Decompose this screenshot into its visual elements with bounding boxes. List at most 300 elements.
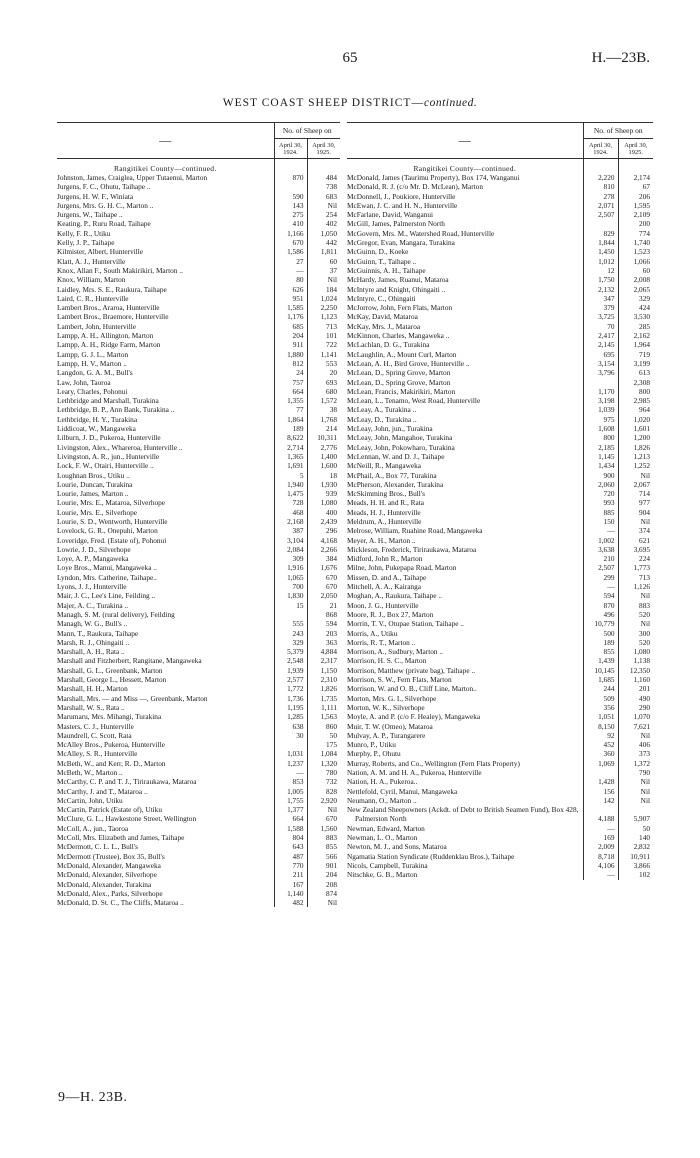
owner-cell: McDermott, C. L. L., Bull's <box>57 842 138 852</box>
district-title <box>0 97 700 109</box>
table-row <box>347 573 653 582</box>
sheep-1925-cell: 1,523 <box>618 247 653 256</box>
owner-cell: McNeill, R., Mangaweka <box>347 461 421 471</box>
sheep-1925-cell: 200 <box>618 219 653 228</box>
sheep-1924-cell: 1,939 <box>274 666 307 675</box>
owner-cell: McJorrow, John, Fern Flats, Marton <box>347 303 453 313</box>
owner-cell: McGill, James, Palmerston North <box>347 219 445 229</box>
sheep-1925-cell: 964 <box>618 405 653 414</box>
table-row <box>57 480 340 489</box>
sheep-1925-cell: 290 <box>618 703 653 712</box>
sheep-1924-cell: 169 <box>583 833 618 842</box>
district-name: WEST COAST SHEEP DISTRICT— <box>222 97 424 109</box>
table-row <box>57 415 340 424</box>
table-row <box>57 740 340 749</box>
table-row <box>347 870 653 879</box>
sheep-1924-cell: 356 <box>583 703 618 712</box>
sheep-1924-cell: 626 <box>274 285 307 294</box>
sheep-1925-cell: 904 <box>618 508 653 517</box>
table-row <box>57 638 340 647</box>
sheep-1924-cell: 1,450 <box>583 247 618 256</box>
sheep-1925-cell: 1,773 <box>618 563 653 572</box>
owner-cell: Meads, H. J., Hunterville <box>347 507 421 517</box>
sheep-1925-cell: 977 <box>618 498 653 507</box>
sheep-1925-cell: 860 <box>307 722 340 731</box>
sheep-1924-cell: 278 <box>583 192 618 201</box>
sheep-1925-cell: 1,740 <box>618 238 653 247</box>
owner-cell: McAlley Bros., Pukeroa, Hunterville <box>57 740 165 750</box>
sheep-1924-cell: 695 <box>583 350 618 359</box>
table-row <box>347 852 653 861</box>
sheep-1924-cell: 210 <box>583 554 618 563</box>
sheep-1924-cell: 410 <box>274 219 307 228</box>
table-row <box>347 805 653 824</box>
table-row <box>347 675 653 684</box>
table-row <box>57 787 340 796</box>
table-row <box>57 880 340 889</box>
owner-cell: Lethbridge, H. Y., Turakina <box>57 414 138 424</box>
sheep-1925-cell: 713 <box>307 322 340 331</box>
table-row <box>347 759 653 768</box>
table-row <box>347 303 653 312</box>
sheep-1924-cell: 810 <box>583 182 618 191</box>
sheep-1925-cell: 1,601 <box>618 424 653 433</box>
owner-cell: Meldrum, A., Hunterville <box>347 516 422 526</box>
sheep-1925-cell: 670 <box>307 573 340 582</box>
name-column-header: — <box>57 123 274 159</box>
sheep-1924-cell: 1,772 <box>274 684 307 693</box>
table-row <box>57 461 340 470</box>
owner-cell: McIntyre and Knight, Ohingaiti .. <box>347 284 446 294</box>
owner-cell: Lambert Bros., Braemore, Hunterville <box>57 312 169 322</box>
sheep-1925-cell: 3,199 <box>618 359 653 368</box>
owner-cell: Nicols, Campbell, Turakina <box>347 860 428 870</box>
table-row <box>57 619 340 628</box>
sheep-1925-cell: 1,400 <box>307 452 340 461</box>
owner-cell: Marshall, George L., Hessett, Marton <box>57 675 167 685</box>
table-row <box>347 629 653 638</box>
sheep-1924-cell: 1,355 <box>274 396 307 405</box>
table-row <box>347 656 653 665</box>
owner-cell: McColl, A., jun., Taoroa <box>57 823 129 833</box>
owner-cell: Nation, H. A., Pukeroa.. <box>347 777 418 787</box>
sheep-count-header: No. of Sheep on <box>583 123 653 139</box>
sheep-1924-cell: 5 <box>274 471 307 480</box>
sheep-1925-cell: 2,050 <box>307 591 340 600</box>
table-row <box>57 378 340 387</box>
owner-cell: McDonald, James (Taurimu Property), Box 174, Wanganui <box>347 173 520 182</box>
owner-cell: New Zealand Sheepowners (Ackdt. of Debt to British Seamen Fund), Box 428, Palmerston North <box>347 805 579 824</box>
sheep-1925-cell: Nil <box>618 471 653 480</box>
sheep-1925-cell: 102 <box>618 870 653 879</box>
table-row <box>57 712 340 721</box>
table-row <box>347 210 653 219</box>
sheep-1925-cell: 1,111 <box>307 703 340 712</box>
owner-cell: Morrison, H. S. C., Marton <box>347 656 427 666</box>
year-1924-header: April 30, 1924. <box>583 139 618 159</box>
table-row <box>57 536 340 545</box>
sheep-1925-cell: 1,080 <box>307 498 340 507</box>
table-row <box>347 712 653 721</box>
owner-cell: Nation, A. M. and H. A., Pukeroa, Hunterville <box>347 768 482 777</box>
owner-cell: Ngamatia Station Syndicate (Ruddenklau Bros.), Taihape <box>347 851 515 861</box>
sheep-1924-cell: 143 <box>274 201 307 210</box>
table-row <box>57 833 340 842</box>
table-row <box>57 275 340 284</box>
owner-cell: Meyer, A. H., Marton .. <box>347 535 416 545</box>
sheep-1924-cell: 1,176 <box>274 312 307 321</box>
owner-cell: Moore, R. J., Box 27, Marton <box>347 609 434 619</box>
sheep-1925-cell: 1,126 <box>618 582 653 591</box>
sheep-1924-cell <box>583 378 618 387</box>
table-row <box>57 694 340 703</box>
table-row <box>347 545 653 554</box>
sheep-1924-cell <box>583 768 618 777</box>
owner-cell: Mann, T., Raukura, Taihape <box>57 628 139 638</box>
sheep-1924-cell: 664 <box>274 387 307 396</box>
owner-cell: Lampp, G. J. L., Marton <box>57 349 129 359</box>
sheep-1925-cell: 18 <box>307 471 340 480</box>
sheep-1924-cell: 1,065 <box>274 573 307 582</box>
sheep-1924-cell: 757 <box>274 378 307 387</box>
owner-cell: McDonald, Alexander, Turakina <box>57 879 152 889</box>
owner-cell: Knox, Allan F., South Makirikiri, Marton .. <box>57 265 183 275</box>
sheep-1924-cell: 1,031 <box>274 749 307 758</box>
sheep-1924-cell: 10,779 <box>583 619 618 628</box>
owner-cell: McCartin, Patrick (Estate of), Utiku <box>57 805 162 815</box>
table-row <box>347 266 653 275</box>
owner-cell: Lourie, S. D., Wentworth, Hunterville <box>57 516 168 526</box>
table-row <box>347 294 653 303</box>
sheep-1925-cell: 184 <box>307 285 340 294</box>
sheep-1925-cell: 1,080 <box>618 647 653 656</box>
sheep-1925-cell: 874 <box>307 889 340 898</box>
table-row <box>57 340 340 349</box>
sheep-1924-cell: 1,012 <box>583 257 618 266</box>
owner-cell: Marshall and Fitzherbert, Rangitane, Mangaweka <box>57 656 202 666</box>
table-row <box>347 443 653 452</box>
sheep-1925-cell: 680 <box>307 387 340 396</box>
sheep-1924-cell: 12 <box>583 266 618 275</box>
sheep-1924-cell: 1,880 <box>274 350 307 359</box>
year-1925-header: April 30, 1925. <box>307 139 340 159</box>
owner-cell: Johnston, James, Craiglea, Upper Tutaenui, Marton <box>57 173 208 182</box>
sheep-1925-cell: 2,162 <box>618 331 653 340</box>
sheep-1925-cell: 484 <box>307 173 340 182</box>
sheep-1925-cell: 1,066 <box>618 257 653 266</box>
sheep-1925-cell: 2,985 <box>618 396 653 405</box>
sheep-1924-cell: 309 <box>274 554 307 563</box>
sheep-1924-cell: 670 <box>274 238 307 247</box>
sheep-1924-cell: 211 <box>274 870 307 879</box>
sheep-1924-cell: 1,916 <box>274 563 307 572</box>
owner-cell: Moyle, A. and P. (c/o F. Healey), Mangaweka <box>347 712 481 722</box>
sheep-1925-cell: 402 <box>307 219 340 228</box>
sheep-1925-cell: 594 <box>307 619 340 628</box>
owner-cell: McDonald, D. St. C., The Cliffs, Mataroa .. <box>57 898 184 908</box>
table-row <box>57 722 340 731</box>
sheep-1924-cell: 487 <box>274 852 307 861</box>
table-row <box>57 526 340 535</box>
sheep-1925-cell: 1,560 <box>307 824 340 833</box>
owner-cell: McLeay, John, Mangahoe, Turakina <box>347 433 453 443</box>
table-row <box>347 238 653 247</box>
sheep-1924-cell: 299 <box>583 573 618 582</box>
owner-cell: McDonald, Alexander, Mangaweka <box>57 860 161 870</box>
sheep-1925-cell: 1,150 <box>307 666 340 675</box>
sheep-1925-cell: 203 <box>307 629 340 638</box>
table-row <box>347 536 653 545</box>
table-row <box>57 257 340 266</box>
sheep-1924-cell: 1,685 <box>583 675 618 684</box>
sheep-1925-cell: Nil <box>307 275 340 284</box>
year-1924-header: April 30, 1924. <box>274 139 307 159</box>
owner-cell: McLean, A. H., Bird Grove, Hunterville .. <box>347 358 470 368</box>
sheep-1924-cell: — <box>583 870 618 879</box>
table-row <box>347 340 653 349</box>
sheep-1925-cell: 10,911 <box>618 852 653 861</box>
sheep-1925-cell: 520 <box>618 638 653 647</box>
sheep-1925-cell: Nil <box>307 805 340 814</box>
sheep-1925-cell: 1,930 <box>307 480 340 489</box>
table-row <box>347 471 653 480</box>
sheep-1924-cell: 2,417 <box>583 331 618 340</box>
owner-cell: Marshall, G. L., Greenbank, Marton <box>57 665 163 675</box>
owner-cell: McLennan, W. and D. J., Taihape <box>347 451 445 461</box>
sheep-1925-cell: 175 <box>307 740 340 749</box>
sheep-1925-cell: 2,317 <box>307 656 340 665</box>
table-row <box>57 350 340 359</box>
table-row <box>347 554 653 563</box>
owner-cell: Morrin, T. V., Otupae Station, Taihape .. <box>347 619 464 629</box>
table-row <box>57 387 340 396</box>
owner-cell: Lampp, A. H., Allington, Marton <box>57 331 154 341</box>
table-row <box>347 796 653 805</box>
owner-cell: McCarthy, J. and T., Mataroa .. <box>57 786 148 796</box>
owner-cell: McDonald, Alexander, Silverhope <box>57 870 157 880</box>
owner-cell: Neumann, O., Marton .. <box>347 795 417 805</box>
owner-cell: Marshall, A. H., Rata .. <box>57 647 125 657</box>
sheep-1924-cell: 2,145 <box>583 340 618 349</box>
owner-cell: Lethbridge, B. P., Ann Bank, Turakina .. <box>57 405 175 415</box>
table-row <box>347 201 653 210</box>
sheep-1925-cell: 1,600 <box>307 461 340 470</box>
table-row <box>57 703 340 712</box>
sheep-1925-cell: 1,141 <box>307 350 340 359</box>
sheep-1925-cell: 329 <box>618 294 653 303</box>
sheep-1924-cell: — <box>583 582 618 591</box>
sheep-1925-cell: 1,050 <box>307 229 340 238</box>
owner-cell: McLean, Francis, Makirikiri, Marton <box>347 386 456 396</box>
owner-cell: Marumaru, Mrs. Mihangi, Turakina <box>57 712 162 722</box>
sheep-1925-cell: 140 <box>618 833 653 842</box>
sheep-1924-cell: 1,170 <box>583 387 618 396</box>
owner-cell: McDermott (Trustee), Box 35, Bull's <box>57 851 165 861</box>
table-row <box>57 777 340 786</box>
sheep-1924-cell: 2,132 <box>583 285 618 294</box>
sheep-1924-cell: 1,864 <box>274 415 307 424</box>
sheep-1925-cell: 3,695 <box>618 545 653 554</box>
sheep-1924-cell: 275 <box>274 210 307 219</box>
owner-cell: McGregor, Evan, Mangara, Turakina <box>347 238 455 248</box>
table-row <box>57 870 340 879</box>
table-row <box>57 656 340 665</box>
sheep-1924-cell: 1,439 <box>583 656 618 665</box>
table-row <box>347 563 653 572</box>
sheep-1925-cell: 206 <box>618 192 653 201</box>
owner-cell: Marshall, W. S., Rata .. <box>57 702 125 712</box>
table-row <box>57 517 340 526</box>
owner-cell: Managh, S. M. (rural delivery), Feilding <box>57 609 175 619</box>
sheep-1924-cell: 80 <box>274 275 307 284</box>
sheep-count-header: No. of Sheep on <box>274 123 340 139</box>
owner-cell: Mair, J. C., Lee's Line, Feilding .. <box>57 591 156 601</box>
sheep-1925-cell: 2,250 <box>307 303 340 312</box>
table-row <box>57 610 340 619</box>
table-row <box>57 452 340 461</box>
sheep-1925-cell: 939 <box>307 489 340 498</box>
table-row <box>57 489 340 498</box>
sheep-1924-cell: 167 <box>274 880 307 889</box>
table-row <box>57 768 340 777</box>
table-row <box>57 359 340 368</box>
table-row <box>347 731 653 740</box>
sheep-1924-cell: 1,166 <box>274 229 307 238</box>
owner-cell: Morrison, A., Sudbury, Marton .. <box>347 647 444 657</box>
table-row <box>57 396 340 405</box>
sheep-1924-cell: 855 <box>583 647 618 656</box>
sheep-1925-cell: Nil <box>307 898 340 907</box>
sheep-1924-cell: 975 <box>583 415 618 424</box>
sheep-1925-cell: 1,024 <box>307 294 340 303</box>
sheep-1925-cell: 1,826 <box>618 443 653 452</box>
table-row <box>57 173 340 182</box>
sheep-1924-cell: 496 <box>583 610 618 619</box>
owner-cell: Muir, T. W. (Omeo), Mataroa <box>347 721 433 731</box>
sheep-1925-cell: 1,020 <box>618 415 653 424</box>
sheep-1925-cell: 67 <box>618 182 653 191</box>
owner-cell: Loughnan Bros., Utiku .. <box>57 470 130 480</box>
sheep-1925-cell: Nil <box>618 787 653 796</box>
sheep-1924-cell: 452 <box>583 740 618 749</box>
sheep-1924-cell: 1,736 <box>274 694 307 703</box>
table-row <box>57 368 340 377</box>
table-row <box>57 285 340 294</box>
sheep-1924-cell: 1,140 <box>274 889 307 898</box>
sheep-1924-cell: 1,434 <box>583 461 618 470</box>
sheep-1925-cell: 1,372 <box>618 759 653 768</box>
sheep-1924-cell: 24 <box>274 368 307 377</box>
sheep-1924-cell: — <box>274 266 307 275</box>
owner-cell: Murphy, P., Ohutu <box>347 749 401 759</box>
sheep-1925-cell: 714 <box>618 489 653 498</box>
owner-cell: McGuinnis, A. H., Taihape <box>347 265 426 275</box>
owner-cell: Nitschke, G. B., Marton <box>347 870 418 880</box>
sheep-1924-cell: 1,475 <box>274 489 307 498</box>
owner-cell: Lyndon, Mrs. Catherine, Taihape.. <box>57 572 157 582</box>
owner-cell: Moon, J. G., Hunterville <box>347 600 419 610</box>
table-row <box>347 257 653 266</box>
sheep-1925-cell: 373 <box>618 749 653 758</box>
owner-cell: McCarthy, C. P. and T. J., Tiriraukawa, Mataroa <box>57 777 197 787</box>
table-row <box>347 331 653 340</box>
table-row <box>347 722 653 731</box>
sheep-1925-cell: 101 <box>307 331 340 340</box>
table-row <box>57 684 340 693</box>
sheep-1924-cell: 720 <box>583 489 618 498</box>
owner-cell: McDonnell, J., Poukiore, Hunterville <box>347 191 456 201</box>
owner-cell: Midford, John R., Marton <box>347 554 423 564</box>
table-row <box>347 489 653 498</box>
owner-cell: Lyons, J. J., Hunterville <box>57 582 127 592</box>
sheep-1925-cell: 50 <box>307 731 340 740</box>
sheep-1924-cell: 27 <box>274 257 307 266</box>
table-row <box>57 554 340 563</box>
sheep-1925-cell: 2,065 <box>618 285 653 294</box>
sheep-1924-cell: — <box>583 526 618 535</box>
sheep-1924-cell: 1,039 <box>583 405 618 414</box>
owner-cell: Morton, Mrs. G. I., Silverhope <box>347 693 437 703</box>
table-row <box>347 508 653 517</box>
table-row <box>347 461 653 470</box>
table-row <box>347 601 653 610</box>
table-row <box>347 219 653 228</box>
table-row <box>347 192 653 201</box>
sheep-1925-cell: 37 <box>307 266 340 275</box>
table-row <box>347 173 653 182</box>
county-heading: Rangitikei County—continued. <box>413 164 517 173</box>
table-row <box>347 842 653 851</box>
sheep-1925-cell: 1,572 <box>307 396 340 405</box>
table-row <box>57 814 340 823</box>
table-row <box>57 666 340 675</box>
table-row <box>347 638 653 647</box>
owner-cell: Lethbridge and Marshall, Turakina <box>57 396 159 406</box>
sheep-1924-cell: 1,830 <box>274 591 307 600</box>
sheep-1925-cell: 613 <box>618 368 653 377</box>
sheep-1925-cell: 1,070 <box>618 712 653 721</box>
sheep-1924-cell: 2,507 <box>583 210 618 219</box>
table-row <box>57 759 340 768</box>
owner-cell: Livingston, A. R., jun., Hunterville <box>57 451 160 461</box>
sheep-1925-cell: 50 <box>618 824 653 833</box>
table-row <box>347 452 653 461</box>
sheep-1924-cell: 728 <box>274 498 307 507</box>
table-row <box>57 247 340 256</box>
table-row <box>57 749 340 758</box>
sheep-1924-cell: 664 <box>274 814 307 823</box>
sheep-1925-cell: 670 <box>307 582 340 591</box>
owner-cell: Morrison, W. and O. B., Cliff Line, Marton.. <box>347 684 477 694</box>
table-row <box>57 601 340 610</box>
owner-cell: Masters, C. J., Hunterville <box>57 721 134 731</box>
sheep-1925-cell: Nil <box>618 517 653 526</box>
sheep-1924-cell: 993 <box>583 498 618 507</box>
sheep-1924-cell: 92 <box>583 731 618 740</box>
owner-cell: McKay, David, Mataroa <box>347 312 418 322</box>
table-row <box>57 545 340 554</box>
table-row <box>347 285 653 294</box>
sheep-1924-cell: 2,084 <box>274 545 307 554</box>
sheep-1924-cell: 590 <box>274 192 307 201</box>
table-row <box>57 861 340 870</box>
table-row <box>57 889 340 898</box>
sheep-1925-cell: 5,907 <box>618 805 653 824</box>
sheep-1925-cell: 553 <box>307 359 340 368</box>
owner-cell: McClure, G. L., Hawkestone Street, Wellington <box>57 814 197 824</box>
sheep-1925-cell: 38 <box>307 405 340 414</box>
table-row <box>57 294 340 303</box>
